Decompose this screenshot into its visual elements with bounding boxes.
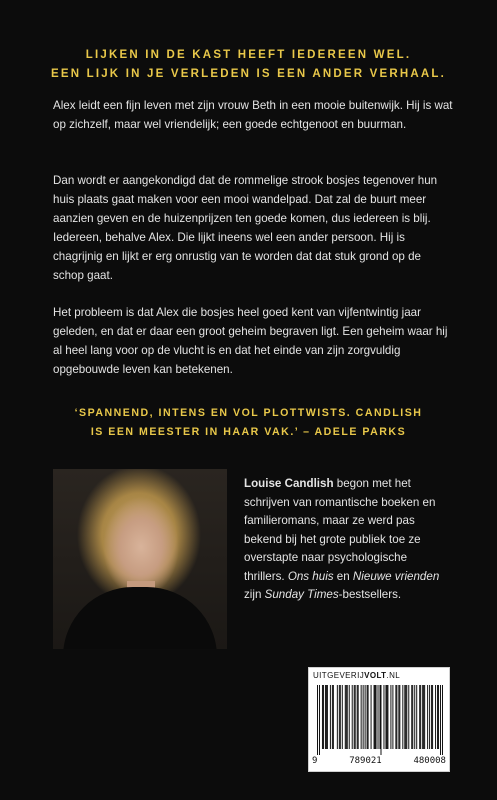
- barcode-bar: [423, 685, 424, 749]
- barcode-bar: [330, 685, 331, 749]
- author-photo: [53, 469, 227, 649]
- barcode-bar: [367, 685, 368, 749]
- barcode-bar: [386, 685, 387, 749]
- barcode-bar: [376, 685, 377, 749]
- barcode-bar: [326, 685, 327, 749]
- barcode-bar: [378, 685, 379, 749]
- barcode-bar: [355, 685, 356, 749]
- blurb-paragraph-2: [53, 171, 453, 285]
- barcode-bar: [340, 685, 341, 749]
- barcode-bar: [395, 685, 396, 749]
- barcode-bar: [416, 685, 417, 749]
- barcode-bar: [383, 685, 384, 749]
- tagline: [0, 46, 497, 84]
- barcode-bar: [408, 685, 409, 749]
- barcode-bar: [333, 685, 334, 749]
- barcode-bar: [361, 685, 362, 749]
- barcode-bar: [402, 685, 403, 749]
- publisher-prefix: UITGEVERIJ: [313, 671, 365, 680]
- bio-text-3: zijn: [244, 588, 265, 601]
- barcode-bar: [442, 685, 443, 755]
- barcode-bar: [358, 685, 359, 749]
- author-photo-shoulders: [63, 587, 217, 649]
- barcode-bar: [437, 685, 438, 749]
- isbn-digit-group-3: 480008: [413, 756, 446, 766]
- barcode-bar: [339, 685, 340, 749]
- publisher-name: VOLT: [364, 671, 387, 680]
- barcode-bar: [432, 685, 433, 749]
- barcode-bar: [346, 685, 347, 749]
- barcode-bar: [411, 685, 412, 749]
- barcode-bar: [392, 685, 393, 749]
- barcode-bar: [325, 685, 326, 749]
- barcode-bar: [349, 685, 350, 749]
- barcode-bar: [424, 685, 425, 749]
- blurb-paragraph-1: [53, 96, 453, 134]
- barcode-bar: [405, 685, 406, 749]
- barcode-bar: [342, 685, 343, 749]
- barcode-bar: [380, 685, 381, 755]
- author-name: Louise Candlish: [244, 477, 334, 490]
- barcode-bar: [368, 685, 369, 749]
- isbn-digit-group-1: 9: [312, 756, 318, 766]
- barcode-bar: [387, 685, 388, 749]
- sunday-times-title: Sunday Times: [264, 588, 339, 601]
- barcode-bar: [357, 685, 358, 749]
- barcode-bar: [380, 685, 381, 749]
- barcode-bar: [345, 685, 346, 749]
- barcode-box: [308, 667, 450, 772]
- barcode-bar: [327, 685, 328, 749]
- bio-text-1: begon met het schrijven van romantische boeken en familieromans, maar ze werd pas bekend bij het grote publiek toe ze overstapte naar psychologische thrillers.: [244, 477, 436, 583]
- barcode-bar: [375, 685, 376, 749]
- barcode-bar: [385, 685, 386, 749]
- barcode-bar: [322, 685, 323, 749]
- barcode-bar: [419, 685, 420, 749]
- blurb-text: Dan wordt er aangekondigd dat de rommelige strook bosjes tegenover hun huis plaats gaat maken voor een mooi wandelpad. Dat zal de buurt meer aanzien geven en de huizenprijzen ten goede komen, dus iedereen is blij. Iedereen, behalve Alex. Die lijkt ineens wel een ander persoon. Hij is chagrijnig en lijkt er erg onrustig van te worden dat dat stuk grond op de schop gaat.: [53, 174, 438, 282]
- barcode-bar: [435, 685, 436, 749]
- review-quote: [0, 404, 497, 442]
- blurb-text: Alex leidt een fijn leven met zijn vrouw Beth in een mooie buitenwijk. Hij is wat op zichzelf, maar wel vriendelijk; een goede echtgenoot en buurman.: [53, 99, 453, 131]
- barcode-bar: [332, 685, 333, 749]
- isbn-digits: [312, 756, 446, 766]
- tagline-line-2: EEN LIJK IN JE VERLEDEN IS EEN ANDER VERHAAL.: [50, 68, 447, 80]
- review-quote-line-1: ‘SPANNEND, INTENS EN VOL PLOTTWISTS. CANDLISH: [74, 407, 423, 419]
- barcode-bar: [399, 685, 400, 749]
- barcode-bar: [371, 685, 372, 749]
- barcode-bar: [414, 685, 415, 749]
- barcode-bar: [427, 685, 428, 749]
- barcode-bar: [337, 685, 338, 749]
- blurb-paragraph-3: [53, 303, 453, 379]
- barcode-bar: [374, 685, 375, 749]
- barcode-bar: [319, 685, 320, 755]
- barcode-bar: [354, 685, 355, 749]
- barcode-bar: [396, 685, 397, 749]
- barcode-bar: [390, 685, 391, 749]
- barcode-bar: [323, 685, 324, 749]
- review-quote-line-2: IS EEN MEESTER IN HAAR VAK.’ – ADELE PARKS: [90, 426, 407, 438]
- book-title-ons-huis: Ons huis: [287, 569, 334, 583]
- barcode-bar: [365, 685, 366, 749]
- tagline-line-1: LIJKEN IN DE KAST HEEFT IEDEREEN WEL.: [85, 49, 412, 61]
- barcode-bar: [398, 685, 399, 749]
- barcode-bar: [440, 685, 441, 755]
- barcode-bar: [431, 685, 432, 749]
- book-title-nieuwe-vrienden: Nieuwe vrienden: [352, 569, 440, 583]
- barcode-bar: [429, 685, 430, 749]
- isbn-digit-group-2: 789021: [349, 756, 382, 766]
- blurb-text: Het probleem is dat Alex die bosjes heel goed kent van vijfentwintig jaar geleden, en dat er daar een groot geheim begraven ligt. Een geheim waar hij al heel lang voor op de vlucht is en dat het einde van zijn zorgvuldig opgebouwde leven kan betekenen.: [53, 306, 448, 376]
- barcode-bar: [438, 685, 439, 749]
- publisher-url: [313, 671, 400, 680]
- publisher-suffix: .NL: [386, 671, 401, 680]
- barcode-bar: [347, 685, 348, 749]
- barcode-bar: [363, 685, 364, 749]
- barcode-bar: [420, 685, 421, 749]
- barcode-bar: [352, 685, 353, 749]
- bio-text-4: -bestsellers.: [338, 588, 402, 601]
- barcode-bar: [404, 685, 405, 749]
- isbn-barcode: [317, 685, 443, 755]
- barcode-bar: [317, 685, 318, 755]
- barcode-bar: [406, 685, 407, 749]
- bio-text-2: en: [333, 569, 353, 583]
- author-bio: [244, 475, 444, 605]
- barcode-bar: [412, 685, 413, 749]
- barcode-bar: [422, 685, 423, 749]
